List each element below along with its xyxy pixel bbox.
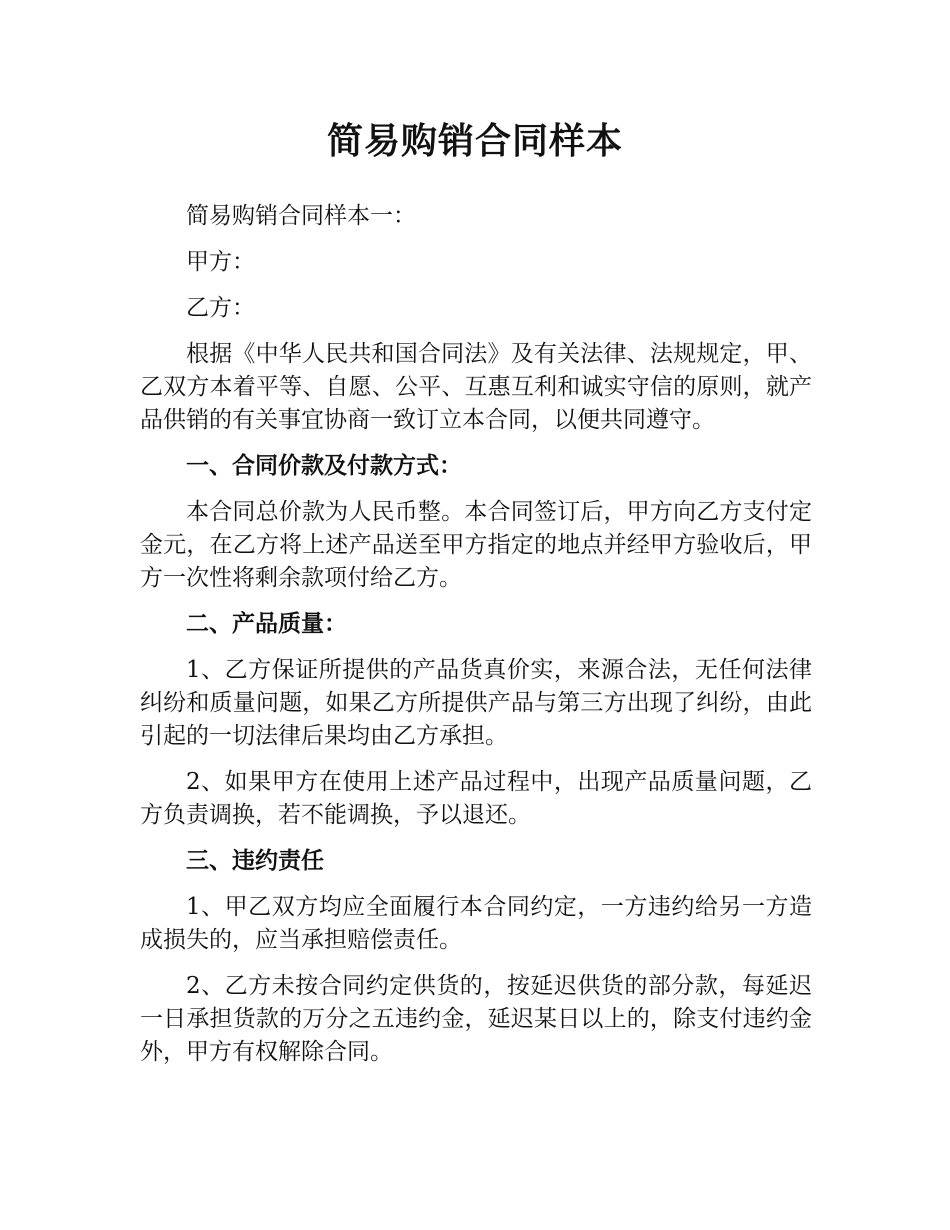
liability-clause-1: 1、甲乙双方均应全面履行本合同约定，一方违约给另一方造成损失的，应当承担赔偿责任。: [140, 894, 812, 953]
preamble-paragraph: 根据《中华人民共和国合同法》及有关法律、法规规定，甲、乙双方本着平等、自愿、公平、互惠互利和诚实守信的原则，就产品供销的有关事宜协商一致订立本合同，以便共同遵守。: [140, 341, 812, 433]
party-a-line: 甲方：: [186, 249, 255, 275]
subtitle-line: 简易购销合同样本一：: [186, 203, 416, 229]
document-body: [140, 200, 812, 1069]
party-b-line: 乙方：: [186, 295, 255, 321]
quality-clause-2: 2、如果甲方在使用上述产品过程中，出现产品质量问题，乙方负责调换，若不能调换，予以退还。: [140, 769, 812, 828]
section-heading-quality: 二、产品质量：: [186, 611, 347, 637]
section-heading-liability: 三、违约责任: [186, 848, 324, 874]
quality-clause-1: 1、乙方保证所提供的产品货真价实，来源合法，无任何法律纠纷和质量问题，如果乙方所提供产品与第三方出现了纠纷，由此引起的一切法律后果均由乙方承担。: [140, 657, 812, 749]
document-title: 简易购销合同样本: [326, 121, 623, 162]
liability-clause-2: 2、乙方未按合同约定供货的，按延迟供货的部分款，每延迟一日承担货款的万分之五违约金，延迟某日以上的，除支付违约金外，甲方有权解除合同。: [140, 973, 812, 1065]
price-paragraph: 本合同总价款为人民币整。本合同签订后，甲方向乙方支付定金元，在乙方将上述产品送至甲方指定的地点并经甲方验收后，甲方一次性将剩余款项付给乙方。: [140, 499, 812, 591]
section-heading-price: 一、合同价款及付款方式：: [186, 453, 462, 479]
